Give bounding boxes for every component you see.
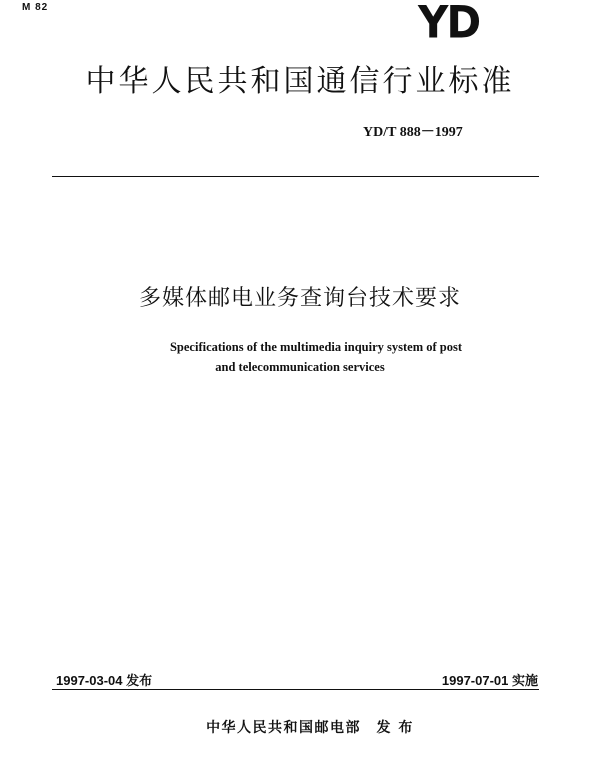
standard-number: YD/T 888－1997 [363, 125, 463, 140]
document-title-english-line1: Specifications of the multimedia inquiry system of post [169, 340, 462, 354]
standard-title: 中华人民共和国通信行业标准 [85, 64, 515, 99]
publish-date: 1997-03-04 发布 [56, 673, 153, 688]
document-title-chinese: 多媒体邮电业务查询台技术要求 [138, 286, 461, 311]
classification-code: M 82 [22, 2, 49, 13]
top-divider [52, 176, 539, 177]
issuing-authority: 中华人民共和国邮电部 发 布 [206, 720, 414, 736]
implement-date: 1997-07-01 实施 [441, 673, 538, 688]
bottom-divider [52, 689, 539, 690]
document-title-english-line2: and telecommunication services [215, 360, 385, 374]
yd-logo: YD [418, 0, 480, 49]
